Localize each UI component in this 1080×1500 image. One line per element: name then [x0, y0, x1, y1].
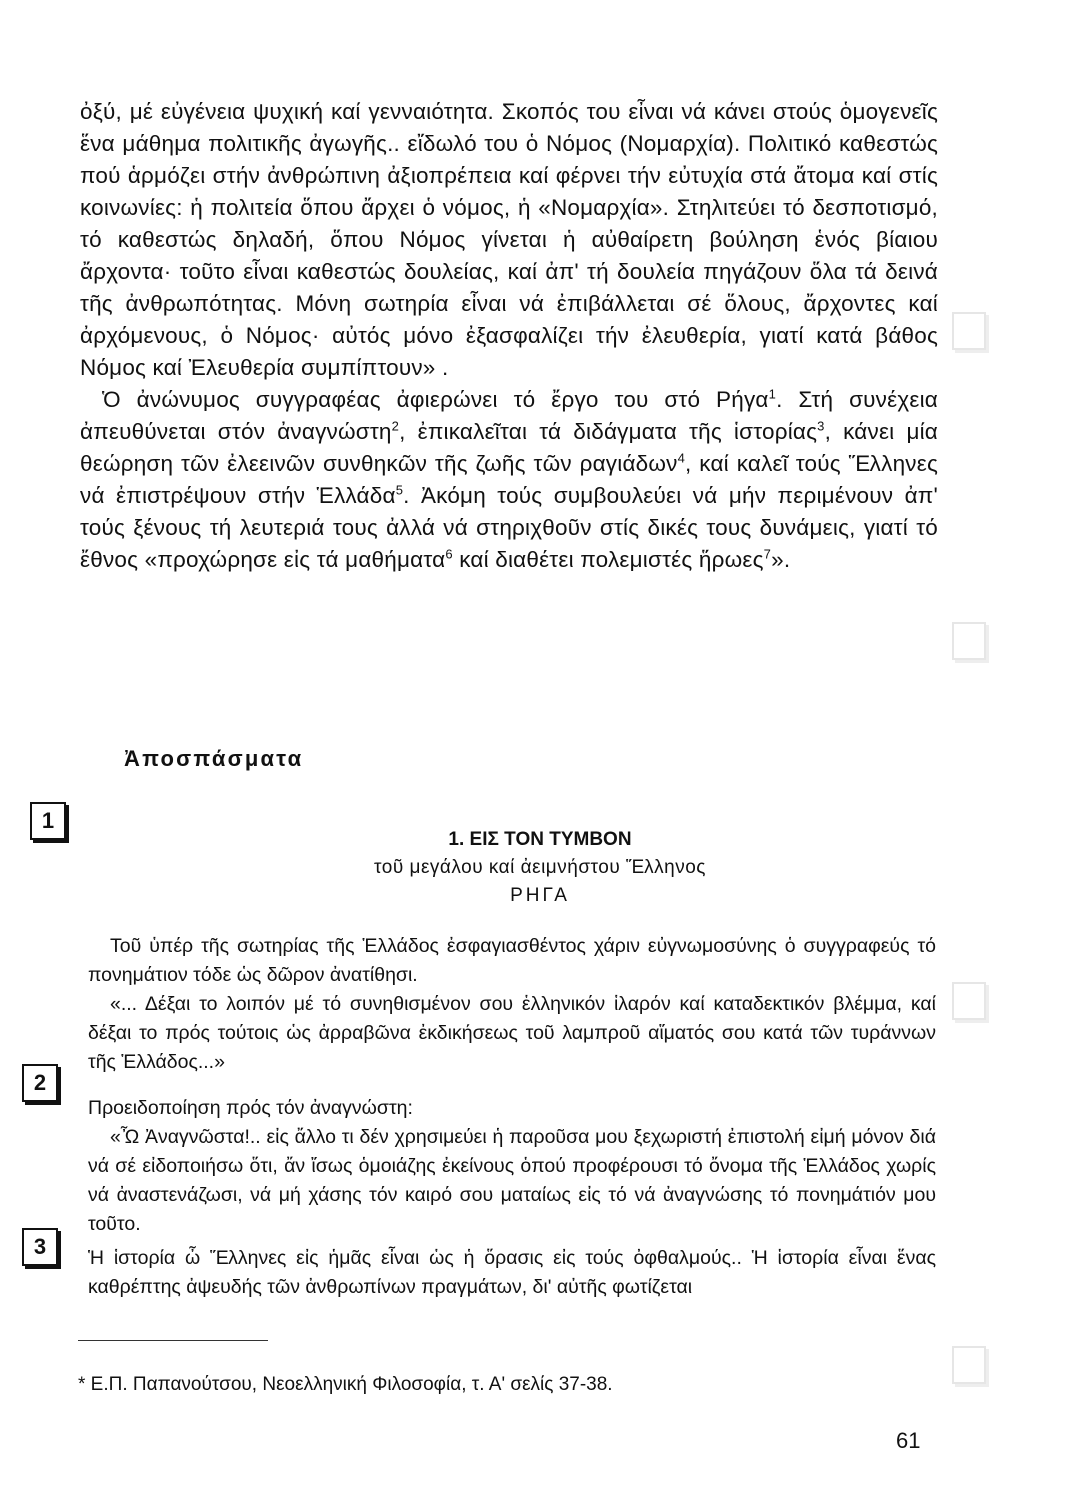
bleed-marker-5	[952, 622, 986, 660]
excerpt-1-heading	[220, 826, 860, 910]
excerpt-2-heading: Προειδοποίηση πρός τόν ἀναγνώστη:	[88, 1097, 413, 1119]
excerpt-3-text: Ἡ ἱστορία ὦ Ἕλληνες εἰς ἡμᾶς εἶναι ὡς ἡ ὅρασις εἰς τούς ὀφθαλμούς.. Ἡ ἱστορία εἶναι ἕνας καθρέπτης ἀψευδής τῶν ἀνθρωπίνων πραγμάτων, δι' αὐτῆς φωτίζεται	[88, 1247, 936, 1298]
p2-part-d: , κάνει μία θεώρηση τῶν ἐλεεινῶν συνθηκῶν τῆς ζωῆς τῶν ραγιάδων	[80, 419, 939, 476]
bleed-marker-7	[952, 1346, 986, 1384]
footnote-ref-3: 3	[817, 418, 825, 434]
excerpt-2-text: «Ὦ Ἀναγνῶστα!.. εἰς ἄλλο τι δέν χρησιμεύει ἡ παροῦσα μου ξεχωριστή ἐπιστολή εἰμή μόνον διά νά σέ εἰδοποιήσω ὅτι, ἄν ἴσως ὁμοιάζης ἐκείνους ὁπού προφέρουσι τό ὄνομα τῆς Ἑλλάδος χωρίς νά ἀναστενάζωσι, νά μή χάσης τόν καιρό σου ματαίως εἰς τό νά ἀναγνώσης τό πονημάτιόν μου τοῦτο.	[88, 1126, 936, 1235]
p2-part-c: , ἐπικαλεῖται τά διδάγματα τῆς ἱστορίας	[399, 419, 818, 444]
p2-part-e: , καί καλεῖ τούς Ἕλληνες νά ἐπιστρέψουν στήν Ἑλλάδα	[80, 451, 939, 508]
excerpt-1-quote: «... Δέξαι το λοιπόν μέ τό συνηθισμένον σου ἑλληνικόν ἱλαρόν καί καταδεκτικόν βλέμμα, καί δέξαι το πρός τούτοις ὡς ἀρραβῶνα ἐκδικήσεως τοῦ λαμπροῦ αἵματός σου κατά τῶν τυράννων τῆς Ἑλλάδος...»	[88, 993, 936, 1073]
excerpt-marker-1: 1	[30, 802, 66, 840]
p2-part-f: . Ἀκόμη τούς συμβουλεύει νά μήν περιμένουν ἀπ' τούς ξένους τή λευτεριά τους ἀλλά νά στηριχθοῦν στίς δικές τους δυνάμεις, γιατί τό ἔθνος «προχώρησε εἰς τά μαθήματα	[80, 483, 938, 572]
excerpt-3-body	[88, 1244, 936, 1302]
footnote-ref-4: 4	[677, 450, 686, 466]
excerpt-2-body	[88, 1094, 936, 1239]
p2-part-h: ».	[771, 547, 791, 572]
section-title: Ἀποσπάσματα	[124, 746, 304, 771]
footnote-ref-6: 6	[445, 546, 453, 562]
page-number: 61	[896, 1428, 921, 1453]
p2-part-a: Ὁ ἀνώνυμος συγγραφέας ἀφιερώνει τό ἔργο του στό Ρήγα	[102, 387, 769, 412]
footnote-ref-1: 1	[768, 386, 777, 402]
bleed-marker-4	[952, 312, 986, 350]
intro-text	[80, 96, 938, 576]
excerpt-marker-2: 2	[22, 1064, 58, 1102]
excerpt-marker-3: 3	[22, 1228, 58, 1266]
footnote: * Ε.Π. Παπανούτσου, Νεοελληνική Φιλοσοφία, τ. Α' σελίς 37-38.	[78, 1374, 613, 1395]
bleed-marker-6	[952, 982, 986, 1020]
excerpt-1-name: ΡΗΓΑ	[510, 885, 570, 906]
footnote-ref-2: 2	[391, 418, 400, 434]
excerpt-1-subtitle: τοῦ μεγάλου καί ἀειμνήστου Ἕλληνος	[374, 857, 706, 878]
excerpt-1-title: 1. ΕΙΣ ΤΟΝ ΤΥΜΒΟΝ	[448, 829, 632, 850]
p2-part-g: καί διαθέτει πολεμιστές ἥρωες	[452, 547, 764, 572]
intro-paragraph-1: ὀξύ, μέ εὐγένεια ψυχική καί γενναιότητα. Σκοπός του εἶναι νά κάνει στούς ὁμογενεῖς ἕνα μάθημα πολιτικῆς ἀγωγῆς.. εἴδωλό του ὁ Νόμος (Νομαρχία). Πολιτικό καθεστώς πού ἁρμόζει στήν ἀνθρώπινη ἀξιοπρέπεια καί φέρνει τήν εὐτυχία στά ἄτομα καί στίς κοινωνίες: ἡ πολιτεία ὅπου ἄρχει ὁ νόμος, ἡ «Νομαρχία». Στηλιτεύει τό δεσποτισμό, τό καθεστώς δηλαδή, ὅπου Νόμος γίνεται ἡ αὐθαίρετη βούληση ἑνός βίαιου ἄρχοντα· τοῦτο εἶναι καθεστώς δουλείας, καί ἀπ' τή δουλεία πηγάζουν ὅλα τά δεινά τῆς ἀνθρωπότητας. Μόνη σωτηρία εἶναι νά ἐπιβάλλεται σέ ὅλους, ἄρχοντες καί ἀρχόμενους, ὁ Νόμος· αὐτός μόνο ἐξασφαλίζει τήν ἐλευθερία, γιατί κατά βάθος Νόμος καί Ἐλευθερία συμπίπτουν» .	[80, 99, 938, 380]
excerpt-1-body	[88, 932, 936, 1077]
intro-paragraph-2	[80, 384, 938, 576]
footnote-ref-5: 5	[395, 482, 404, 498]
excerpt-1-dedication: Τοῦ ὑπέρ τῆς σωτηρίας τῆς Ἑλλάδος ἐσφαγιασθέντος χάριν εὐγνωμοσύνης ὁ συγγραφεύς τό πονημάτιον τόδε ὡς δῶρον ἀνατίθησι.	[88, 935, 936, 986]
footnote-divider	[78, 1340, 268, 1341]
p2-part-b: . Στή συνέχεια ἀπευθύνεται στόν ἀναγνώστη	[80, 387, 938, 444]
footnote-ref-7: 7	[763, 546, 772, 562]
